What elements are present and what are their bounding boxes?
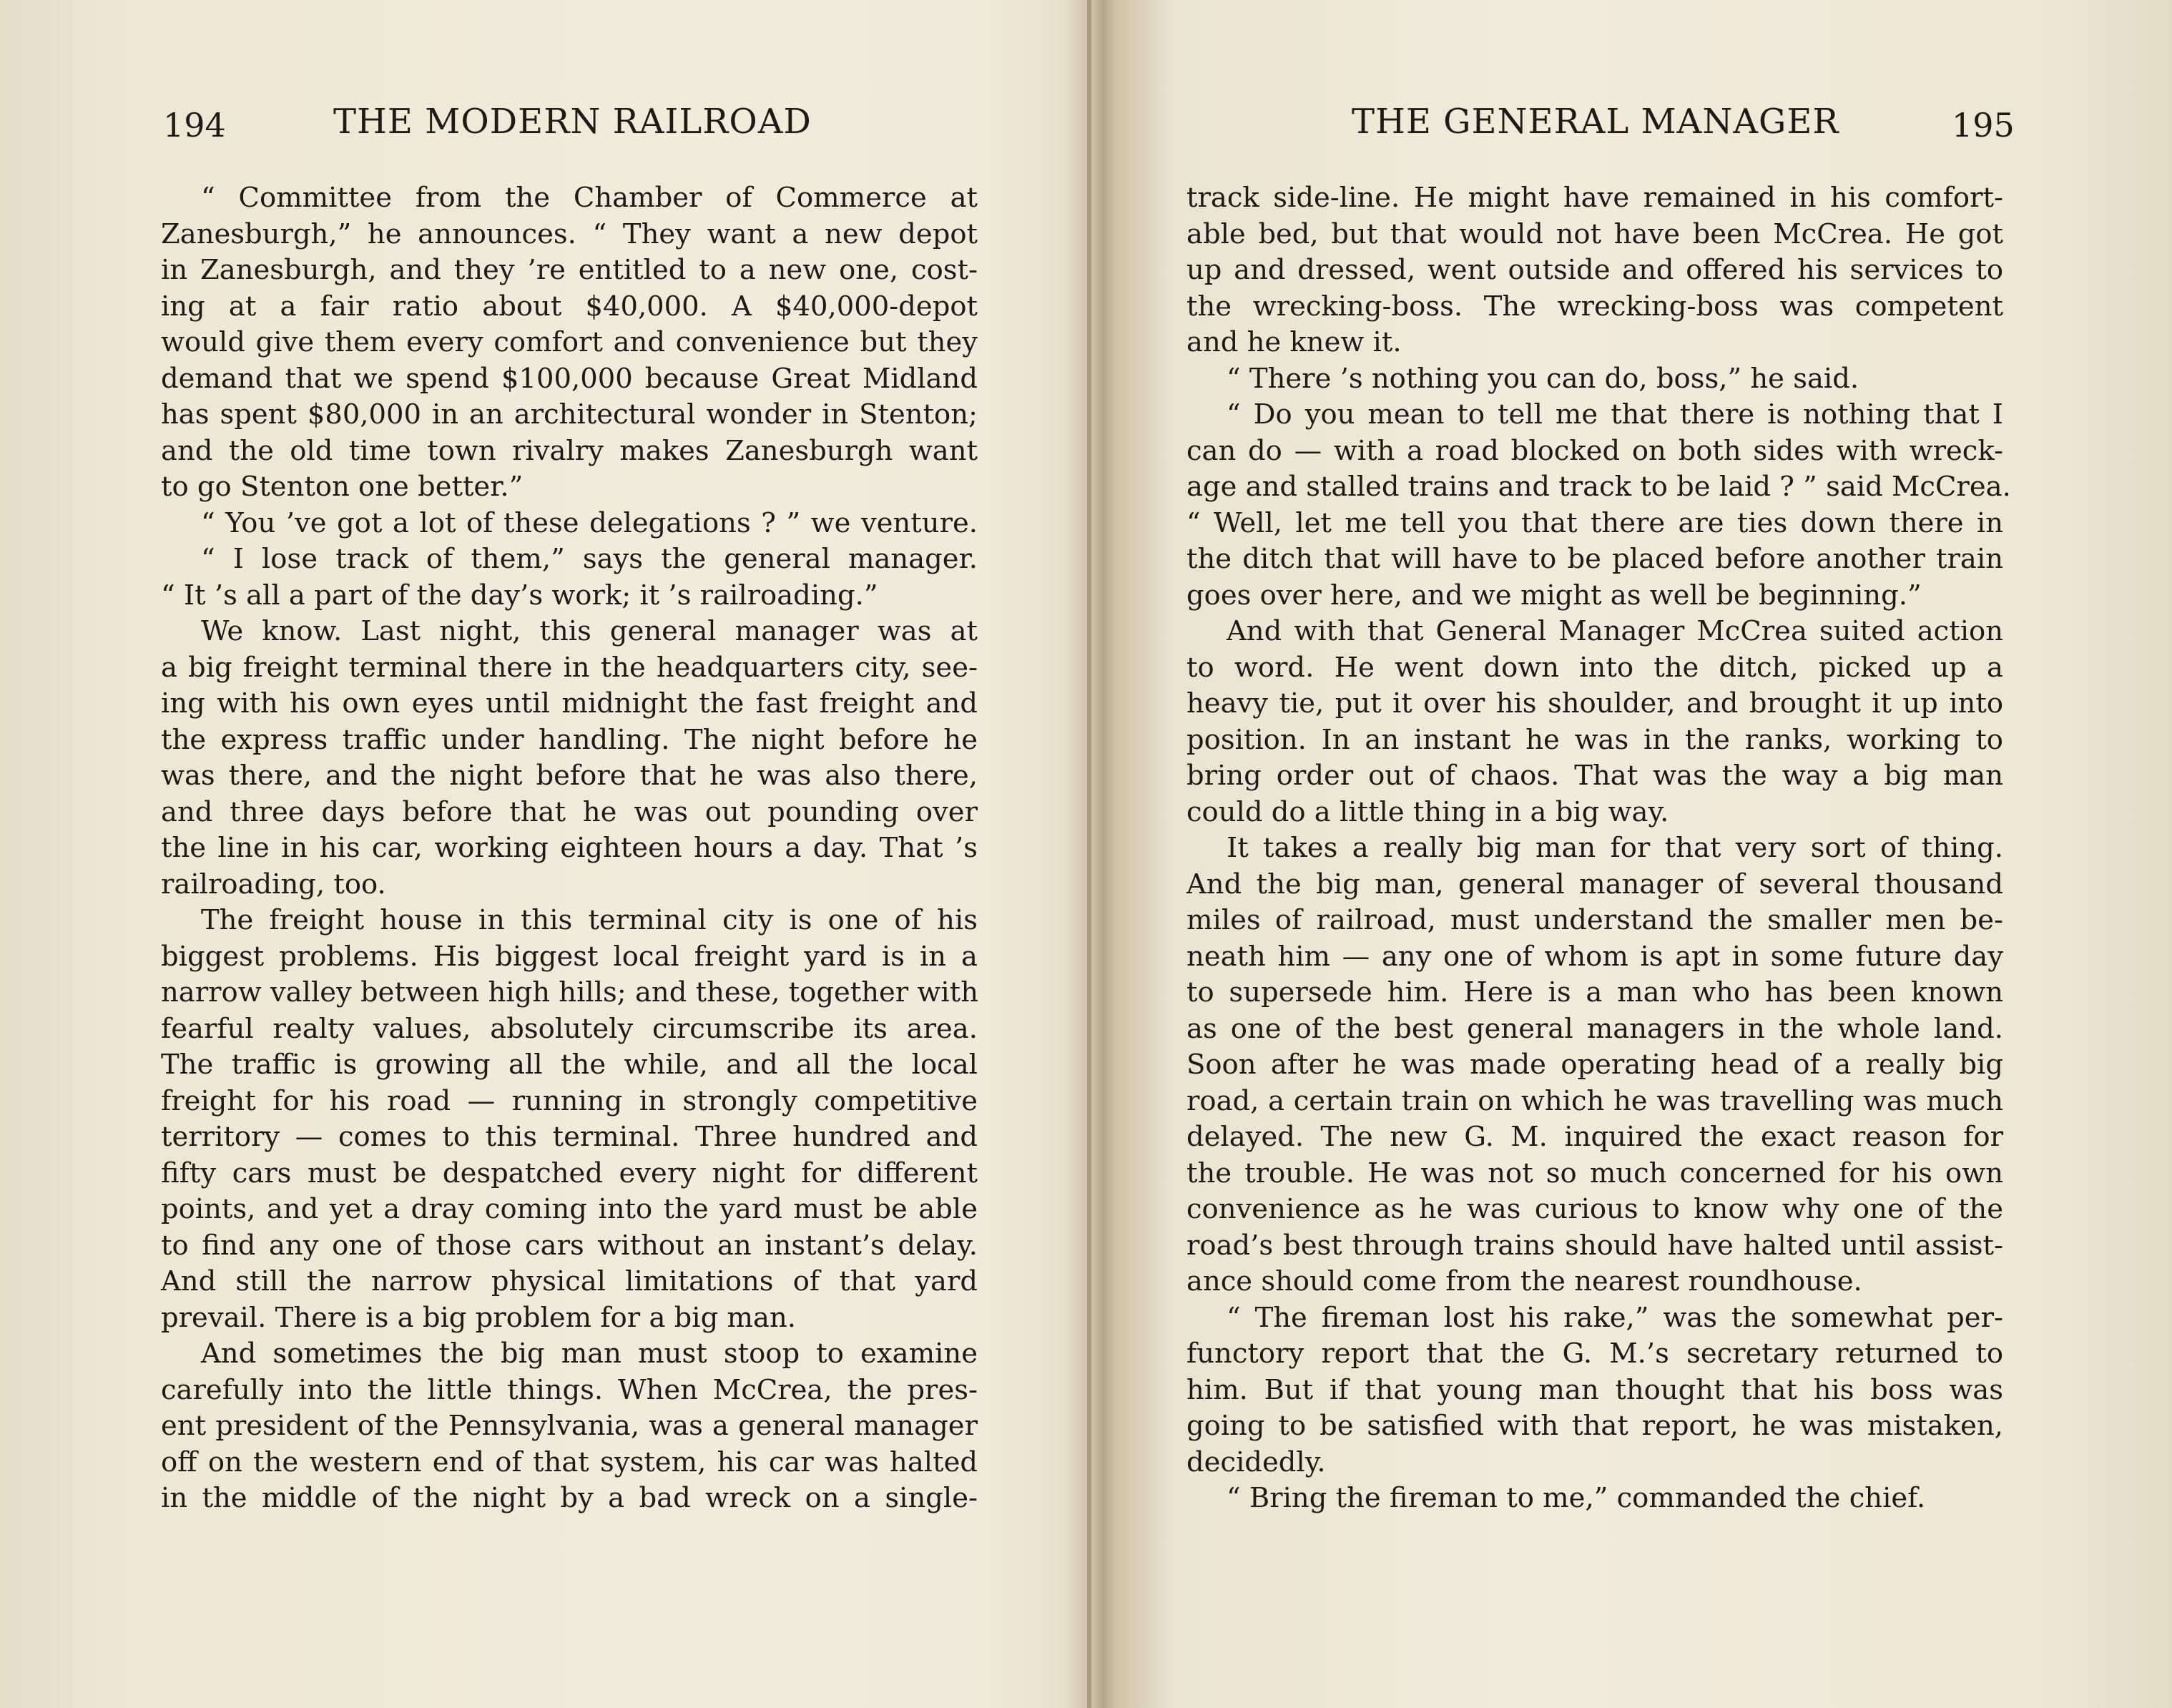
text-line: It takes a really big man for that very sort of thing.: [1227, 832, 2003, 864]
text-line: “ There ’s nothing you can do, boss,” he said.: [1227, 362, 1859, 395]
text-line: carefully into the little things. When McCrea, the pres-: [161, 1373, 978, 1406]
text-line: goes over here, and we might as well be beginning.”: [1186, 579, 1922, 612]
text-line: “ Committee from the Chamber of Commerce at: [201, 182, 978, 214]
text-line: the line in his car, working eighteen hours a day. That ’s: [161, 832, 978, 864]
text-line: a big freight terminal there in the headquarters city, see-: [161, 651, 978, 684]
text-line: as one of the best general managers in the whole land.: [1186, 1012, 2003, 1045]
text-line: to supersede him. Here is a man who has been known: [1186, 976, 2003, 1008]
text-line: points, and yet a dray coming into the yard must be able: [161, 1193, 978, 1225]
text-line: going to be satisfied with that report, he was mistaken,: [1186, 1410, 2003, 1442]
text-line: ing with his own eyes until midnight the fast freight and: [161, 687, 978, 720]
text-line: track side-line. He might have remained in his comfort-: [1186, 182, 2003, 214]
text-line: fifty cars must be despatched every night for different: [161, 1157, 978, 1189]
text-line: ent president of the Pennsylvania, was a general manager: [161, 1410, 978, 1442]
text-line: prevail. There is a big problem for a big man.: [161, 1301, 796, 1334]
text-line: The freight house in this terminal city is one of his: [201, 904, 978, 936]
text-line: “ You ’ve got a lot of these delegations ? ” we venture.: [201, 506, 978, 539]
text-line: miles of railroad, must understand the smaller men be-: [1186, 904, 2003, 936]
text-line: fearful realty values, absolutely circumscribe its area.: [161, 1012, 978, 1045]
right-page-text: [1186, 180, 2011, 1517]
text-line: Zanesburgh,” he announces. “ They want a new depot: [161, 217, 978, 250]
text-line: freight for his road — running in strongly competitive: [161, 1084, 978, 1117]
text-line: convenience as he was curious to know why one of the: [1186, 1193, 2003, 1225]
text-line: to go Stenton one better.”: [161, 471, 524, 503]
text-line: would give them every comfort and convenience but they: [161, 326, 978, 358]
right-page: [1092, 0, 2172, 1708]
text-line: railroading, too.: [161, 868, 386, 900]
text-line: road, a certain train on which he was travelling was much: [1186, 1084, 2003, 1117]
page-number-left: 194: [163, 106, 226, 144]
book-gutter: [1087, 0, 1091, 1708]
text-line: We know. Last night, this general manager was at: [201, 615, 978, 647]
text-line: “ I lose track of them,” says the general manager.: [201, 543, 978, 575]
text-line: biggest problems. His biggest local freight yard is in a: [161, 940, 978, 973]
running-head-right: THE GENERAL MANAGER: [1352, 102, 1839, 142]
text-line: And with that General Manager McCrea suited action: [1227, 615, 2003, 647]
text-line: delayed. The new G. M. inquired the exact reason for: [1186, 1121, 2003, 1153]
text-line: was there, and the night before that he was also there,: [161, 760, 978, 792]
text-line: territory — comes to this terminal. Three hundred and: [161, 1121, 978, 1153]
page-number-right: 195: [1952, 106, 2015, 144]
text-line: And the big man, general manager of several thousand: [1186, 868, 2003, 900]
text-line: the wrecking-boss. The wrecking-boss was competent: [1186, 290, 2003, 323]
text-line: able bed, but that would not have been McCrea. He got: [1186, 217, 2003, 250]
text-line: to find any one of those cars without an instant’s delay.: [161, 1229, 978, 1262]
text-line: ing at a fair ratio about $40,000. A $40,000-depot: [161, 290, 978, 323]
text-line: and the old time town rivalry makes Zanesburgh want: [161, 434, 978, 467]
text-line: decidedly.: [1186, 1446, 1326, 1478]
text-line: and three days before that he was out pounding over: [161, 795, 978, 828]
text-line: age and stalled trains and track to be laid ? ” said McCrea.: [1186, 471, 2011, 503]
text-line: up and dressed, went outside and offered his services to: [1186, 254, 2003, 286]
text-line: to word. He went down into the ditch, picked up a: [1186, 651, 2003, 684]
text-line: “ Do you mean to tell me that there is nothing that I: [1227, 398, 2003, 431]
text-line: “ The fireman lost his rake,” was the somewhat per-: [1227, 1301, 2003, 1334]
text-line: And still the narrow physical limitations of that yard: [161, 1265, 978, 1297]
text-line: and he knew it.: [1186, 326, 1402, 358]
text-line: position. In an instant he was in the ranks, working to: [1186, 723, 2003, 756]
running-head-left: THE MODERN RAILROAD: [333, 102, 812, 142]
text-line: bring order out of chaos. That was the way a big man: [1186, 760, 2003, 792]
text-line: can do — with a road blocked on both sides with wreck-: [1186, 434, 2003, 467]
text-line: “ It ’s all a part of the day’s work; it ’s railroading.”: [161, 579, 878, 612]
text-line: him. But if that young man thought that his boss was: [1186, 1373, 2003, 1406]
text-line: neath him — any one of whom is apt in some future day: [1186, 940, 2003, 973]
text-line: road’s best through trains should have halted until assist-: [1186, 1229, 2003, 1262]
text-line: demand that we spend $100,000 because Great Midland: [161, 362, 978, 395]
text-line: the trouble. He was not so much concerned for his own: [1186, 1157, 2003, 1189]
text-line: could do a little thing in a big way.: [1186, 795, 1669, 828]
text-line: “ Well, let me tell you that there are ties down there in: [1186, 506, 2003, 539]
text-line: the ditch that will have to be placed before another train: [1186, 543, 2003, 575]
text-line: off on the western end of that system, his car was halted: [161, 1446, 978, 1478]
left-page: [0, 0, 1080, 1708]
text-line: has spent $80,000 in an architectural wonder in Stenton;: [161, 398, 978, 431]
text-line: The traffic is growing all the while, and all the local: [161, 1049, 978, 1081]
text-line: heavy tie, put it over his shoulder, and brought it up into: [1186, 687, 2003, 720]
text-line: functory report that the G. M.’s secretary returned to: [1186, 1338, 2003, 1370]
text-line: narrow valley between high hills; and these, together with: [161, 976, 978, 1008]
text-line: Soon after he was made operating head of a really big: [1186, 1049, 2003, 1081]
text-line: in the middle of the night by a bad wreck on a single-: [161, 1482, 978, 1514]
text-line: in Zanesburgh, and they ’re entitled to a new one, cost-: [161, 254, 978, 286]
text-line: ance should come from the nearest roundhouse.: [1186, 1265, 1862, 1297]
text-line: “ Bring the fireman to me,” commanded the chief.: [1227, 1482, 1926, 1514]
text-line: And sometimes the big man must stoop to examine: [201, 1338, 978, 1370]
text-line: the express traffic under handling. The night before he: [161, 723, 978, 756]
left-page-text: [161, 180, 978, 1517]
